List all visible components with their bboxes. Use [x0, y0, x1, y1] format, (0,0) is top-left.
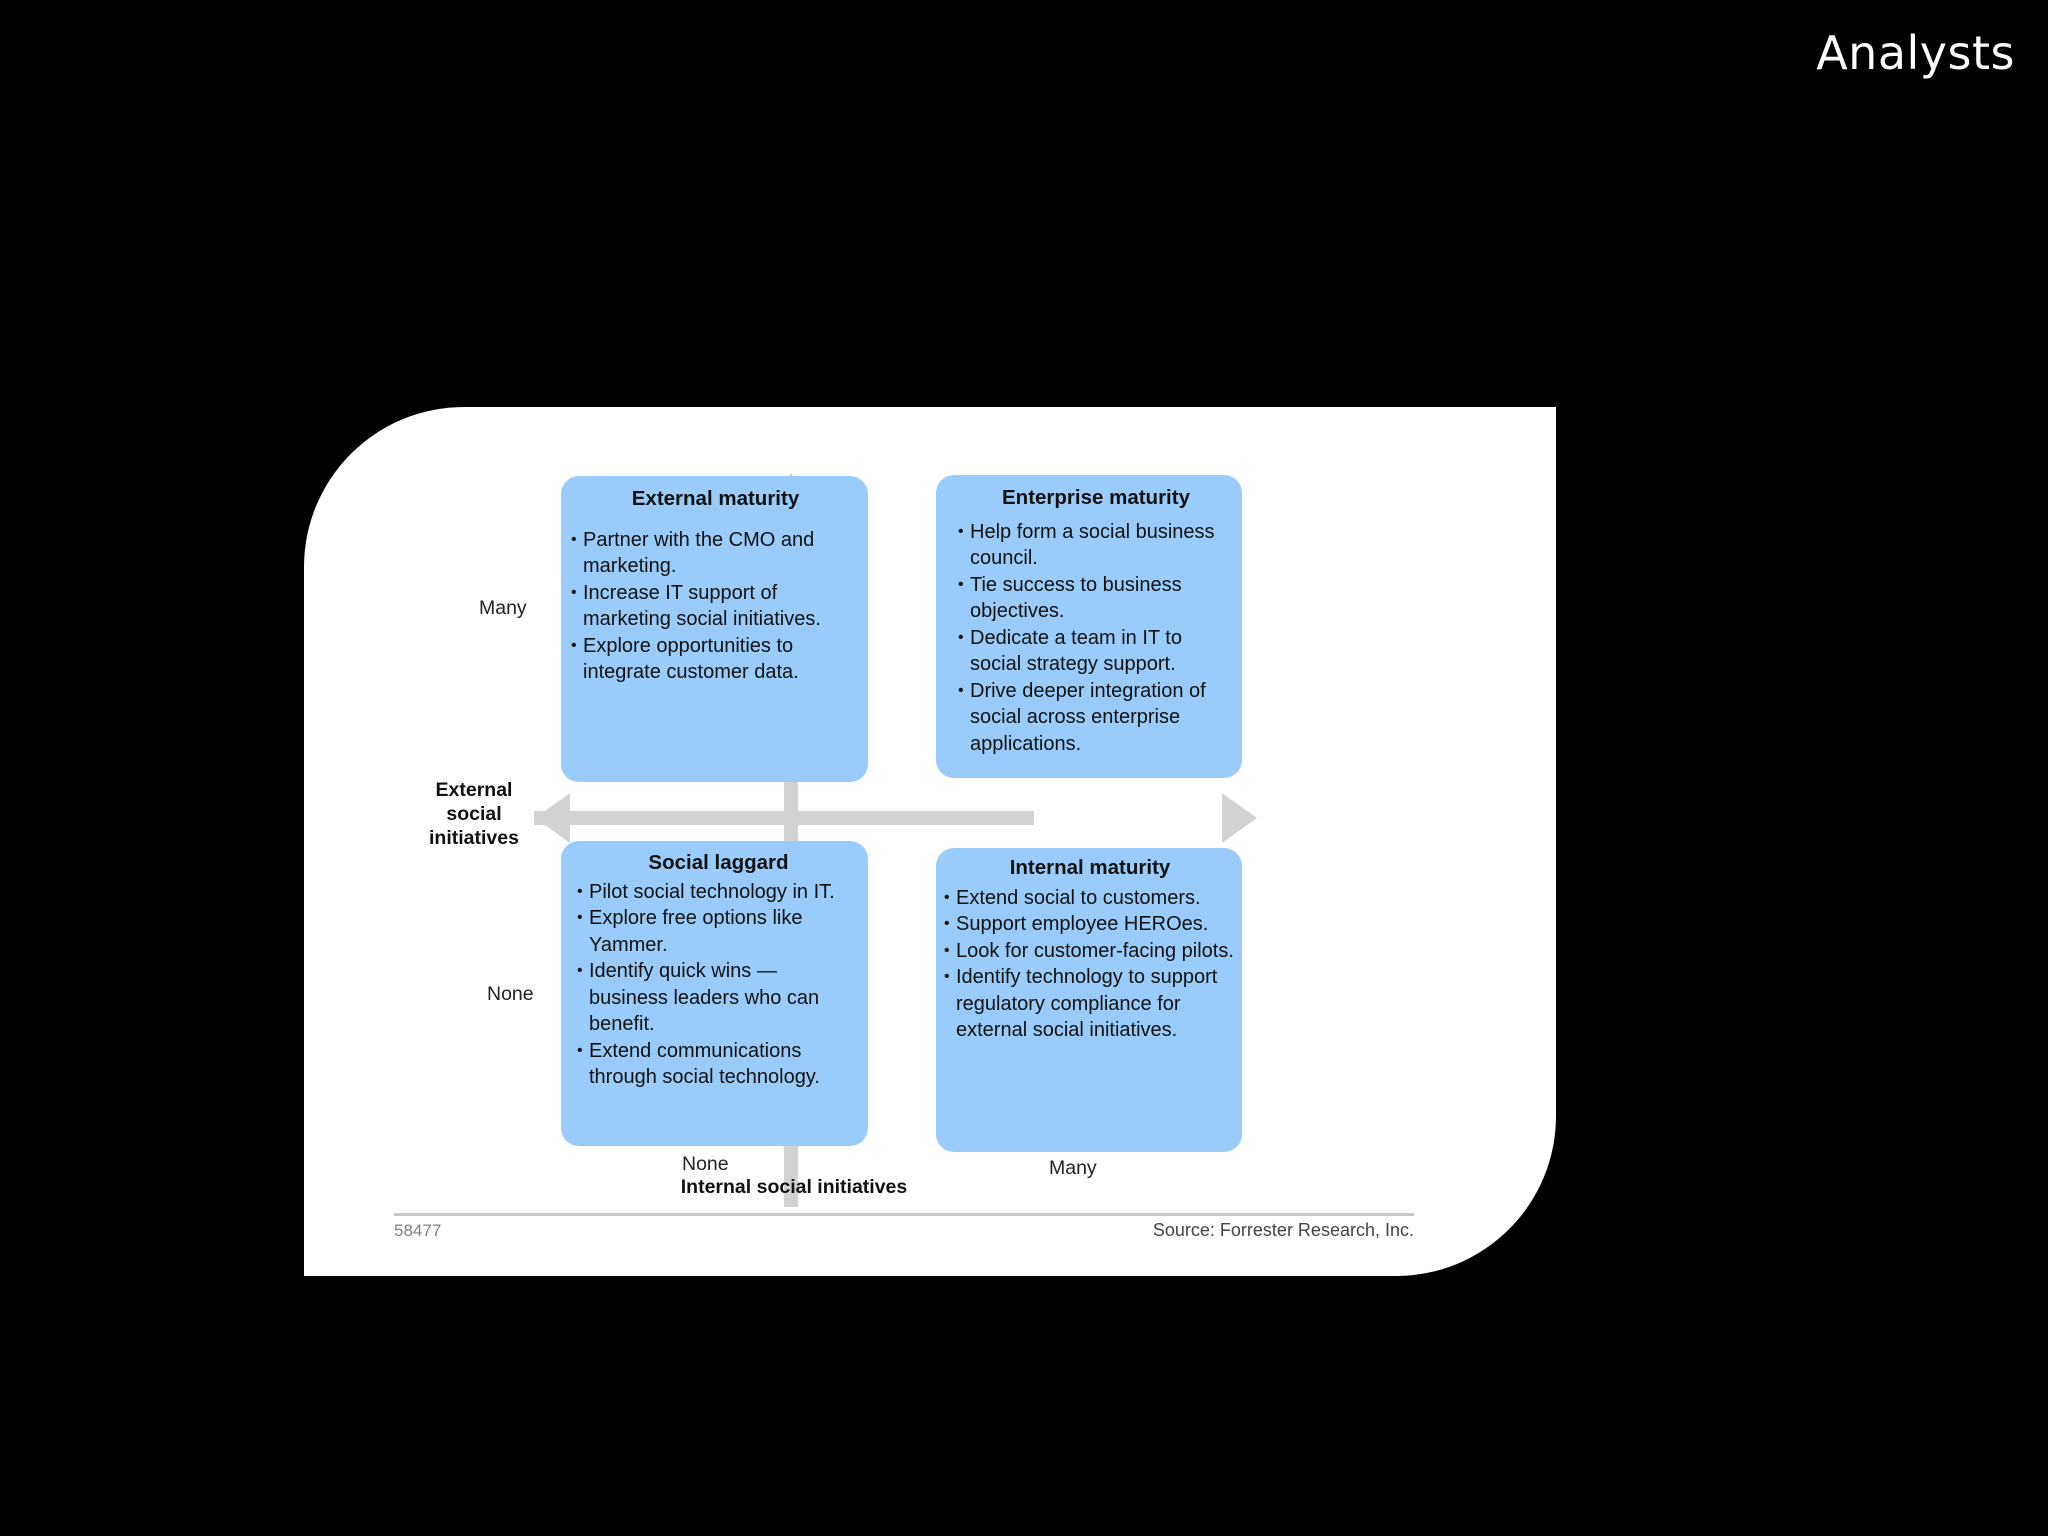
list-item: • Pilot social technology in IT.: [577, 879, 860, 906]
quadrant-title: Social laggard: [648, 851, 789, 874]
figure-id: 58477: [394, 1221, 442, 1240]
quadrant-list: [944, 885, 1236, 1044]
y-axis-title-line: External: [435, 779, 513, 801]
list-item: • Explore free options like Yammer.: [577, 905, 860, 958]
list-item: • Explore opportunities to integrate customer data.: [571, 633, 860, 686]
x-axis-low-label: None: [682, 1153, 729, 1175]
list-item: • Support employee HEROes.: [944, 911, 1236, 938]
slide-title: Analysts: [1816, 26, 2015, 80]
quadrant-title: External maturity: [631, 487, 800, 510]
list-item: • Help form a social business council.: [958, 519, 1234, 572]
horizontal-axis-arrow: [534, 793, 1257, 843]
list-item: • Look for customer-facing pilots.: [944, 938, 1236, 965]
source-credit: Source: Forrester Research, Inc.: [1152, 1220, 1414, 1240]
quadrant-social-laggard: [561, 841, 868, 1146]
quadrant-list: [958, 519, 1234, 758]
quadrant-external-maturity: [561, 476, 868, 782]
y-axis-title-line: initiatives: [429, 827, 519, 849]
list-item: • Increase IT support of marketing social initiatives.: [571, 580, 860, 633]
list-item: • Identify technology to support regulatory compliance for external social initiatives.: [944, 964, 1236, 1044]
y-axis-low-label: None: [487, 983, 534, 1005]
list-item: • Extend social to customers.: [944, 885, 1236, 912]
quadrant-enterprise-maturity: [936, 475, 1242, 778]
y-axis-title: [414, 778, 534, 850]
quadrant-internal-maturity: [936, 848, 1242, 1152]
list-item: • Tie success to business objectives.: [958, 572, 1234, 625]
list-item: • Identify quick wins — business leaders who can benefit.: [577, 958, 860, 1038]
quadrant-list: [577, 879, 860, 1091]
figure-card: [304, 407, 1556, 1276]
x-axis-high-label: Many: [1049, 1157, 1097, 1179]
y-axis-high-label: Many: [479, 597, 527, 619]
quadrant-title: Internal maturity: [1009, 856, 1171, 879]
list-item: • Partner with the CMO and marketing.: [571, 527, 860, 580]
list-item: • Drive deeper integration of social across enterprise applications.: [958, 678, 1234, 758]
list-item: • Dedicate a team in IT to social strategy support.: [958, 625, 1234, 678]
footer-rule: [394, 1213, 1414, 1216]
quadrant-list: [571, 527, 860, 686]
y-axis-title-line: social: [446, 803, 502, 825]
list-item: • Extend communications through social technology.: [577, 1038, 860, 1091]
x-axis-title: Internal social initiatives: [680, 1176, 908, 1198]
quadrant-title: Enterprise maturity: [1002, 486, 1190, 509]
